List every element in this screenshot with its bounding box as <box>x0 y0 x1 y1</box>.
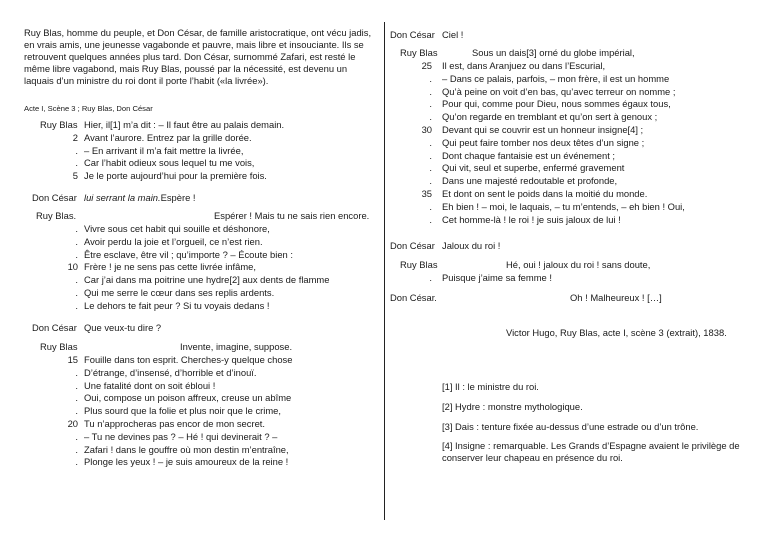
speaker-label: Ruy Blas <box>40 341 78 352</box>
line-marker-dot: . <box>429 200 432 212</box>
speaker-label: Don César <box>32 192 77 203</box>
line-marker-dot: . <box>75 248 78 260</box>
line-marker-dot: . <box>429 136 432 148</box>
verse-text: Espère ! <box>160 192 196 203</box>
column-divider <box>384 22 385 520</box>
line-number: 20 <box>67 418 78 429</box>
speaker-label: Ruy Blas <box>40 119 78 130</box>
verse-line: Hé, oui ! jaloux du roi ! sans doute, <box>506 259 651 270</box>
line-marker-dot: . <box>75 235 78 247</box>
verse-line: Avant l’aurore. Entrez par la grille dorée. <box>84 131 252 143</box>
verse-line: Eh bien ! – moi, le laquais, – tu m’entends, – eh bien ! Oui, <box>442 200 685 212</box>
line-marker-dot: . <box>75 157 78 169</box>
verse-line: Tu n’approcheras pas encor de mon secret. <box>84 418 265 429</box>
verse-line: Qui vit, seul et superbe, enfermé gravement <box>442 162 625 174</box>
speaker-label: Don César <box>32 322 77 333</box>
line-marker-dot: . <box>429 111 432 123</box>
line-marker-dot: . <box>75 443 78 455</box>
line-marker-dot: . <box>429 98 432 110</box>
verse-line: Sous un dais[3] orné du globe impérial, <box>472 47 635 58</box>
speaker-label: Ruy Blas <box>400 47 438 58</box>
footnote: [4] Insigne : remarquable. Les Grands d’Espagne avaient le privilège de conserver leur chapeau en présence du roi. <box>442 440 740 463</box>
verse-line: Hier, il[1] m’a dit : – Il faut être au palais demain. <box>84 119 285 130</box>
verse-line: Que veux-tu dire ? <box>84 322 162 333</box>
line-marker-dot: . <box>429 162 432 174</box>
verse-line: Fouille dans ton esprit. Cherches-y quelque chose <box>84 354 293 365</box>
verse-line: Oui, compose un poison affreux, creuse un abîme <box>84 392 292 404</box>
verse-line: Dans une majesté redoutable et profonde, <box>442 175 618 187</box>
verse-line: – En arrivant il m’a fait mettre la livrée, <box>84 144 244 156</box>
line-number: 15 <box>67 354 78 365</box>
speaker-label: Don César <box>390 240 435 251</box>
line-marker-dot: . <box>429 149 432 161</box>
verse-line: Être esclave, être vil ; qu’importe ? – Écoute bien : <box>84 248 293 260</box>
verse-line: Invente, imagine, suppose. <box>180 341 293 352</box>
verse-line: Et dont on sent le poids dans la moitié du monde. <box>442 188 648 199</box>
footnote: [3] Dais : tenture fixée au-dessus d’une estrade ou d’un trône. <box>442 421 699 432</box>
verse-line: Ciel ! <box>442 29 464 40</box>
verse-line: Le dehors te fait peur ? Si tu voyais dedans ! <box>84 299 270 311</box>
footnote: [2] Hydre : monstre mythologique. <box>442 401 583 412</box>
stage-direction-line <box>84 192 196 204</box>
verse-line: Espérer ! Mais tu ne sais rien encore. <box>214 210 370 221</box>
scene-heading: Acte I, Scène 3 ; Ruy Blas, Don César <box>24 104 153 113</box>
speaker-label: Don César <box>390 29 435 40</box>
line-marker-dot: . <box>75 274 78 286</box>
verse-line: – Tu ne devines pas ? – Hé ! qui devinerait ? – <box>84 430 278 442</box>
line-number: 5 <box>72 170 78 182</box>
line-marker-dot: . <box>75 144 78 156</box>
line-marker-dot: . <box>75 405 78 417</box>
line-marker-dot: . <box>75 366 78 378</box>
verse-line: Pour qui, comme pour Dieu, nous sommes égaux tous, <box>442 98 671 110</box>
verse-line: Je le porte aujourd’hui pour la première fois. <box>84 170 267 182</box>
line-marker-dot: . <box>429 213 432 225</box>
verse-line: Qu’on regarde en tremblant et qu’on sert à genoux ; <box>442 111 658 123</box>
speaker-label: Don César. <box>390 292 437 303</box>
line-number: 30 <box>421 124 432 135</box>
line-marker-dot: . <box>75 430 78 442</box>
verse-line: Plus sourd que la folie et plus noir que le crime, <box>84 405 281 417</box>
verse-line: Une fatalité dont on soit ébloui ! <box>84 379 216 391</box>
line-marker-dot: . <box>75 392 78 404</box>
verse-line: – Dans ce palais, parfois, – mon frère, il est un homme <box>442 72 670 84</box>
line-number: 25 <box>421 60 432 71</box>
verse-line: Qu’à peine on voit d’en bas, qu’avec terreur on nomme ; <box>442 85 676 97</box>
verse-line: Puisque j’aime sa femme ! <box>442 272 552 283</box>
footnote: [1] Il : le ministre du roi. <box>442 381 539 392</box>
line-marker-dot: . <box>75 287 78 298</box>
line-number: 10 <box>67 261 78 273</box>
line-marker-dot: . <box>75 456 78 468</box>
speaker-label: Ruy Blas. <box>36 210 77 221</box>
verse-line: Avoir perdu la joie et l’orgueil, ce n’est rien. <box>84 235 263 247</box>
verse-line: Plonge les yeux ! – je suis amoureux de la reine ! <box>84 456 289 468</box>
verse-line: D’étrange, d’insensé, d’horrible et d’inouï. <box>84 366 257 378</box>
verse-line: Qui me serre le cœur dans ses replis ardents. <box>84 287 275 298</box>
line-number: 2 <box>72 131 78 143</box>
verse-line: Frère ! je ne sens pas cette livrée infâme, <box>84 261 256 273</box>
verse-line: Cet homme-là ! le roi ! je suis jaloux de lui ! <box>442 213 621 225</box>
verse-line: Devant qui se couvrir est un honneur insigne[4] ; <box>442 124 644 135</box>
verse-line: Car j’ai dans ma poitrine une hydre[2] aux dents de flamme <box>84 274 330 286</box>
line-marker-dot: . <box>75 379 78 391</box>
verse-line: Jaloux du roi ! <box>442 240 501 251</box>
line-marker-dot: . <box>429 72 432 84</box>
line-marker-dot: . <box>75 223 78 234</box>
intro-paragraph: Ruy Blas, homme du peuple, et Don César, de famille aristocratique, ont vécu jadis, en vrais amis, une jeunesse vagabonde et pauvre, mais libre et insouciante. Ils se retrouvent quelques années plus tard. Don César, surnommé Zafari, est resté le même libre vagabond, mais Ruy Blas, poussé par la nécessité, est devenu un laquais d’un ministre du roi dont il porte l’habit («la livrée»). <box>24 27 372 86</box>
line-number: 35 <box>421 188 432 199</box>
speaker-label: Ruy Blas <box>400 259 438 270</box>
verse-line: Car l’habit odieux sous lequel tu me vois, <box>84 157 255 169</box>
verse-line: Qui peut faire tomber nos deux têtes d’un signe ; <box>442 136 645 148</box>
verse-line: Oh ! Malheureux ! […] <box>570 292 662 303</box>
verse-line: Il est, dans Aranjuez ou dans l’Escurial, <box>442 60 606 71</box>
line-marker-dot: . <box>75 299 78 311</box>
line-marker-dot: . <box>429 85 432 97</box>
line-marker-dot: . <box>429 272 432 283</box>
verse-line: Dont chaque fantaisie est un événement ; <box>442 149 616 161</box>
source-citation: Victor Hugo, Ruy Blas, acte I, scène 3 (extrait), 1838. <box>506 327 727 338</box>
line-marker-dot: . <box>429 175 432 187</box>
verse-line: Vivre sous cet habit qui souille et déshonore, <box>84 223 270 234</box>
verse-line: Zafari ! dans le gouffre où mon destin m’entraîne, <box>84 443 289 455</box>
stage-direction: lui serrant la main. <box>84 192 161 203</box>
